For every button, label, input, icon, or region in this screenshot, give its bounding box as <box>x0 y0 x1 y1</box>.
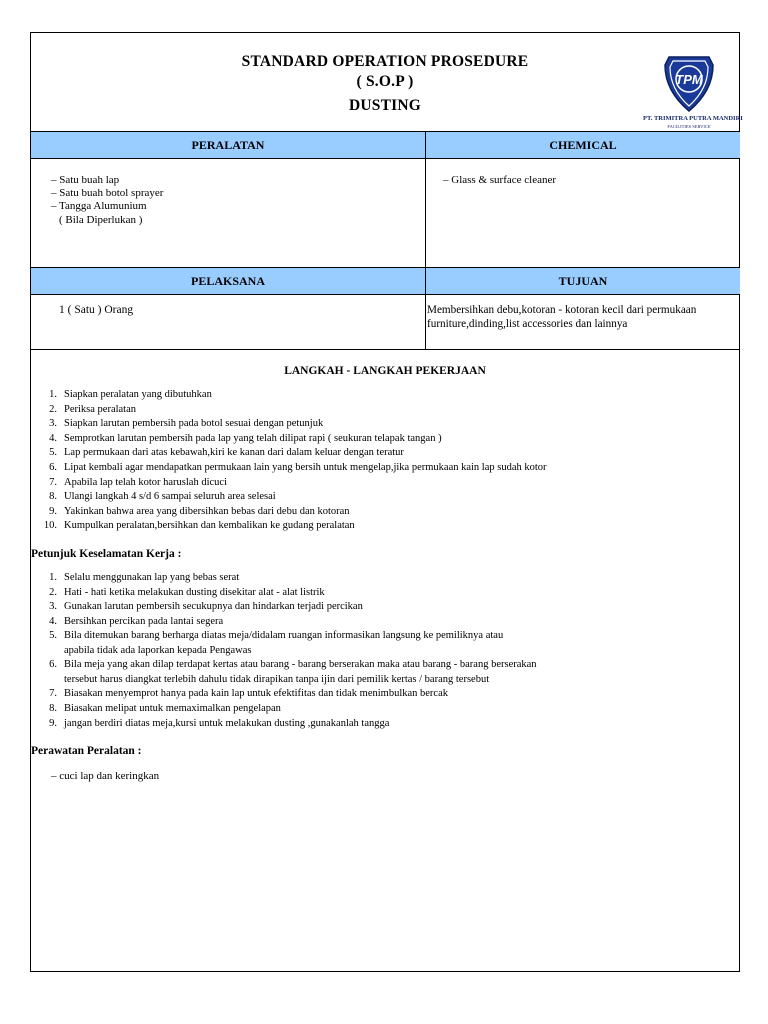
list-item: 10. Kumpulkan peralatan,bersihkan dan kembalikan ke gudang peralatan <box>43 520 355 532</box>
company-tagline: FACILITIES SERVICE <box>667 124 711 129</box>
langkah-heading: LANGKAH - LANGKAH PEKERJAAN <box>284 365 486 377</box>
company-name: PT. TRIMITRA PUTRA MANDIRI <box>643 115 743 122</box>
peralatan-item: – Tangga Alumunium <box>51 200 147 212</box>
document-topic: DUSTING <box>348 97 422 114</box>
pelaksana-value: 1 ( Satu ) Orang <box>59 304 134 316</box>
langkah-list <box>37 388 547 534</box>
list-item: 6. Lipat kembali agar mendapatkan permukaan lain yang bersih untuk mengelap,jika permukaan kain lap sudah kotor <box>49 461 547 473</box>
company-logo <box>643 51 743 131</box>
keselamatan-list <box>37 571 537 731</box>
chemical-item: – Glass & surface cleaner <box>443 174 557 186</box>
list-item: 5. Lap permukaan dari atas kebawah,kiri ke kanan dari dalam keluar dengan teratur <box>49 447 404 459</box>
list-item: 4. Semprotkan larutan pembersih pada lap yang telah dilipat rapi ( seukuran telapak tangan ) <box>49 432 442 444</box>
list-item: 9. jangan berdiri diatas meja,kursi untuk melakukan dusting ,gunakanlah tangga <box>49 717 390 729</box>
list-item: 8. Biasakan melipat untuk memaximalkan pengelapan <box>49 702 281 714</box>
document-title: STANDARD OPERATION PROSEDURE <box>241 53 529 70</box>
list-item: 2. Hati - hati ketika melakukan dusting disekitar alat - alat listrik <box>49 586 325 598</box>
pelaksana-heading: PELAKSANA <box>31 267 425 295</box>
chemical-heading: CHEMICAL <box>425 131 740 159</box>
peralatan-item: – Satu buah lap <box>51 174 120 186</box>
perawatan-heading: Perawatan Peralatan : <box>31 745 142 757</box>
column-divider <box>425 159 426 267</box>
list-item: 7. Biasakan menyemprot hanya pada kain lap untuk efektifitas dan tidak menimbulkan bercak <box>49 688 448 700</box>
document-header <box>31 33 743 131</box>
perawatan-item: – cuci lap dan keringkan <box>51 770 160 782</box>
document-subtitle: ( S.O.P ) <box>356 73 414 90</box>
list-item: 3. Siapkan larutan pembersih pada botol sesuai dengan petunjuk <box>49 418 324 430</box>
peralatan-item: – Satu buah botol sprayer <box>51 187 164 199</box>
column-divider <box>425 295 426 349</box>
list-item: 1. Siapkan peralatan yang dibutuhkan <box>49 389 212 400</box>
list-item: 9. Yakinkan bahwa area yang dibersihkan bebas dari debu dan kotoran <box>49 505 350 517</box>
list-item: 7. Apabila lap telah kotor haruslah dicuci <box>49 476 227 488</box>
shield-logo-icon <box>643 51 735 115</box>
peralatan-item: ( Bila Diperlukan ) <box>59 214 143 226</box>
tujuan-heading: TUJUAN <box>425 267 740 295</box>
sop-document <box>30 32 743 972</box>
list-item: 4. Bersihkan percikan pada lantai segera <box>49 615 224 627</box>
section-divider <box>31 349 739 350</box>
keselamatan-heading: Petunjuk Keselamatan Kerja : <box>31 548 182 560</box>
list-item: 5. Bila ditemukan barang berharga diatas meja/didalam ruangan informasikan langsung ke pemiliknya atau apabila tidak ada laporkan kepada Pengawas <box>49 630 504 656</box>
list-item: 2. Periksa peralatan <box>49 403 137 415</box>
tujuan-value: Membersihkan debu,kotoran - kotoran kecil dari permukaan furniture,dinding,list accessories dan lainnya <box>427 304 697 330</box>
logo-monogram: TPM <box>675 72 703 87</box>
list-item: 3. Gunakan larutan pembersih secukupnya dan hindarkan terjadi percikan <box>49 601 363 613</box>
list-item: 1. Selalu menggunakan lap yang bebas serat <box>49 572 240 583</box>
list-item: 8. Ulangi langkah 4 s/d 6 sampai seluruh area selesai <box>49 491 276 503</box>
peralatan-heading: PERALATAN <box>31 131 425 159</box>
list-item: 6. Bila meja yang akan dilap terdapat kertas atau barang - barang berserakan maka atau barang - barang berserakan tersebut harus diangkat terlebih dahulu tidak dirapikan tanpa ijin dari pemilik kertas / barang tersebut <box>49 659 537 685</box>
